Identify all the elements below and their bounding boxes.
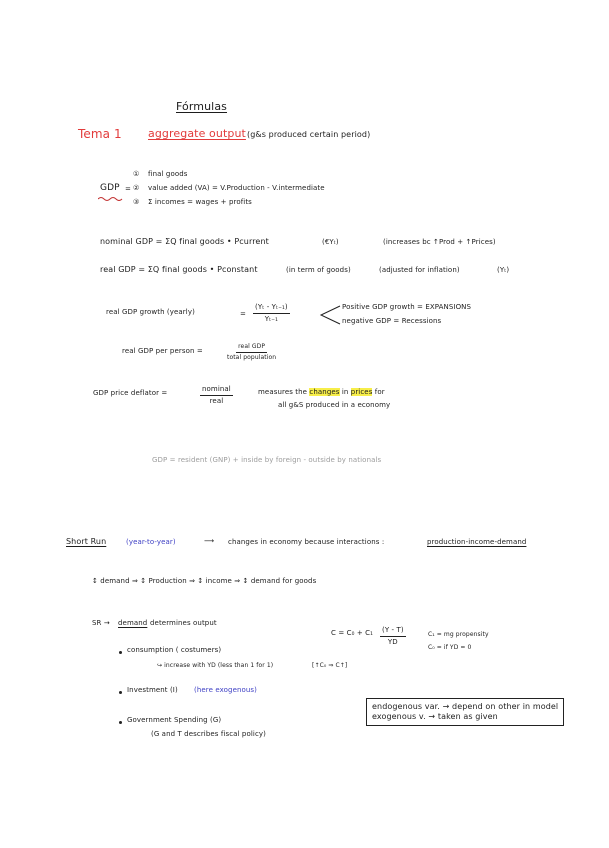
short-run-desc: changes in economy because interactions : xyxy=(228,538,385,546)
short-run-desc-underlined: production-income-demand xyxy=(427,538,527,546)
gdp-label: GDP xyxy=(100,183,120,193)
gdp-item-2-num: ② xyxy=(133,184,140,192)
growth-label: real GDP growth (yearly) xyxy=(106,308,195,316)
gnp-note: GDP = resident (GNP) + inside by foreign - outside by nationals xyxy=(152,456,382,464)
consumption-label: consumption ( costumers) xyxy=(127,646,222,654)
tema-note: (g&s produced certain period) xyxy=(247,130,371,139)
real-gdp-note2: (adjusted for inflation) xyxy=(379,266,460,274)
box-line-exogenous: exogenous v. → taken as given xyxy=(372,712,498,721)
gdp-item-3: Σ incomes = wages + profits xyxy=(148,198,252,206)
deflator-desc-pre: measures the xyxy=(258,388,308,396)
sr-demand: demand xyxy=(118,619,148,627)
c-function-lhs: C = C₀ + C₁ xyxy=(331,629,374,637)
deflator-desc-highlight-changes: changes xyxy=(309,388,340,396)
per-person-fraction xyxy=(227,344,276,361)
wavy-underline xyxy=(98,196,124,201)
gov-label: Government Spending (G) xyxy=(127,716,222,724)
growth-numerator: (Yₜ - Yₜ₋₁) xyxy=(253,304,290,314)
per-person-denominator: total population xyxy=(227,354,277,361)
c1-note: C₁ = mg propensity xyxy=(428,631,489,638)
tema-label: Tema 1 xyxy=(78,127,122,141)
gdp-item-2: value added (VA) = V.Production - V.intermediate xyxy=(148,184,325,192)
consumption-sub2: [↑C₀ ⇒ C↑] xyxy=(312,662,348,669)
sr-prefix: SR → xyxy=(92,619,110,627)
short-run-paren: (year-to-year) xyxy=(126,538,176,546)
growth-negative: negative GDP = Recessions xyxy=(342,317,442,325)
deflator-denominator: real xyxy=(209,397,224,405)
deflator-desc-post: for xyxy=(374,388,385,396)
short-run-label: Short Run xyxy=(66,537,107,546)
endogenous-exogenous-box xyxy=(366,698,564,726)
box-line-endogenous: endogenous var. → depend on other in model xyxy=(372,702,559,711)
deflator-desc-line2: all g&S produced in a economy xyxy=(278,401,391,409)
real-gdp-formula: real GDP = ΣQ final goods • Pconstant xyxy=(100,265,258,274)
deflator-desc-highlight-prices: prices xyxy=(350,388,373,396)
deflator-desc-mid: in xyxy=(341,388,349,396)
deflator-label: GDP price deflator = xyxy=(93,389,168,397)
gdp-equals: = xyxy=(125,185,131,193)
growth-denominator: Yₜ₋₁ xyxy=(264,315,278,323)
real-gdp-note1: (in term of goods) xyxy=(286,266,351,274)
gdp-item-1-num: ① xyxy=(133,170,140,178)
deflator-description xyxy=(258,389,385,396)
c-function-numerator: (Y - T) xyxy=(380,627,406,637)
bullet-dot xyxy=(119,691,122,694)
bullet-dot xyxy=(119,721,122,724)
consumption-sub: ↪ increase with YD (less than 1 for 1) xyxy=(157,662,274,669)
investment-note: (here exogenous) xyxy=(194,686,258,694)
nominal-gdp-formula: nominal GDP = ΣQ final goods • Pcurrent xyxy=(100,237,269,246)
nominal-gdp-note: (increases bc ↑Prod + ↑Prices) xyxy=(383,238,496,246)
growth-fraction xyxy=(253,304,290,323)
page-title: Fórmulas xyxy=(176,100,228,113)
sr-rest: determines output xyxy=(150,619,217,627)
c0-note: C₀ = if YD = 0 xyxy=(428,644,472,651)
demand-chain: ↕ demand ⇒ ↕ Production ⇒ ↕ income ⇒ ↕ demand for goods xyxy=(92,577,317,585)
nominal-gdp-unit: (€Yₜ) xyxy=(322,238,339,246)
gdp-item-3-num: ③ xyxy=(133,198,140,206)
per-person-label: real GDP per person = xyxy=(122,347,203,355)
tema-topic: aggregate output xyxy=(148,127,246,140)
deflator-fraction xyxy=(200,386,233,405)
c-function-denominator: YD xyxy=(387,638,398,646)
investment-label: Investment (I) xyxy=(127,686,178,694)
brace-bracket xyxy=(318,304,342,326)
short-run-arrow: ⟶ xyxy=(204,537,215,545)
c-function-fraction xyxy=(380,627,406,646)
gdp-item-1: final goods xyxy=(148,170,188,178)
bullet-dot xyxy=(119,651,122,654)
growth-equals: = xyxy=(240,310,246,318)
deflator-numerator: nominal xyxy=(200,386,233,396)
growth-positive: Positive GDP growth = EXPANSIONS xyxy=(342,303,472,311)
per-person-numerator: real GDP xyxy=(236,344,267,353)
real-gdp-unit: (Yₜ) xyxy=(497,266,510,274)
gov-sub: (G and T describes fiscal policy) xyxy=(151,730,266,738)
